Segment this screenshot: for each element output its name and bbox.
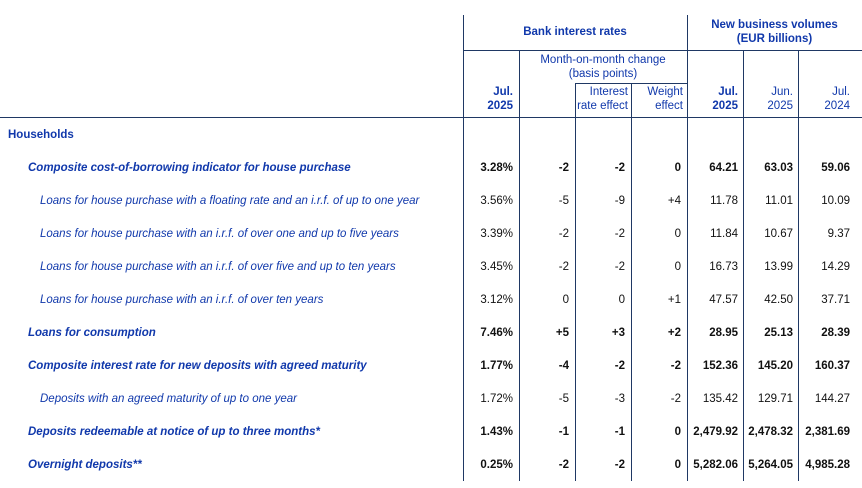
- cell-weight-effect: 0: [674, 161, 681, 174]
- cell-rate: 3.56%: [480, 194, 513, 207]
- table-row: [0, 316, 862, 349]
- table-row: [0, 184, 862, 217]
- cell-rate: 1.43%: [480, 425, 513, 438]
- cell-volume-jul25: 152.36: [702, 359, 738, 372]
- column-header-line: 2025: [487, 100, 513, 112]
- header-mom-line1: Month-on-month change: [540, 53, 666, 66]
- header-bank-interest-rates: [463, 15, 687, 49]
- column-header-line: Jul.: [718, 86, 738, 98]
- cell-interest-effect: 0: [618, 293, 625, 306]
- table-body: [0, 118, 862, 481]
- header-nbv-line2: (EUR billions): [736, 33, 813, 45]
- column-header-line: 2025: [767, 100, 793, 112]
- cell-volume-jul25: 47.57: [709, 293, 738, 306]
- table-row: [0, 415, 862, 448]
- cell-rate: 3.12%: [480, 293, 513, 306]
- cell-change: 0: [562, 293, 569, 306]
- table-row: [0, 217, 862, 250]
- cell-volume-jun25: 2,478.32: [748, 425, 793, 438]
- column-header-jul-2024-volume: [798, 50, 862, 116]
- cell-weight-effect: -2: [670, 359, 681, 372]
- cell-weight-effect: 0: [674, 227, 681, 240]
- cell-change: -1: [558, 425, 569, 438]
- cell-change: -2: [558, 161, 569, 174]
- cell-volume-jul25: 2,479.92: [693, 425, 738, 438]
- cell-interest-effect: -9: [614, 194, 625, 207]
- cell-volume-jun25: 129.71: [757, 392, 793, 405]
- row-label: Loans for house purchase with an i.r.f. of over one and up to five years: [40, 227, 399, 240]
- cell-change: -2: [558, 458, 569, 471]
- table-row: [0, 448, 862, 481]
- cell-interest-effect: -2: [614, 260, 625, 273]
- cell-volume-jul24: 4,985.28: [805, 458, 850, 471]
- row-label: Loans for house purchase with an i.r.f. of over ten years: [40, 293, 324, 306]
- row-label: Loans for consumption: [28, 326, 156, 339]
- row-label: Loans for house purchase with an i.r.f. of over five and up to ten years: [40, 260, 396, 273]
- cell-change: +5: [555, 326, 569, 339]
- cell-change: -4: [558, 359, 569, 372]
- cell-volume-jun25: 5,264.05: [748, 458, 793, 471]
- cell-volume-jul25: 11.78: [710, 194, 738, 207]
- row-label: Overnight deposits**: [28, 458, 142, 471]
- cell-volume-jun25: 25.13: [764, 326, 793, 339]
- header-new-business-volumes: [687, 15, 862, 49]
- row-label: Composite cost-of-borrowing indicator for house purchase: [28, 161, 351, 174]
- cell-interest-effect: +3: [611, 326, 625, 339]
- cell-volume-jul24: 9.37: [827, 227, 850, 240]
- cell-rate: 0.25%: [480, 458, 513, 471]
- header-nbv-line1: New business volumes: [711, 19, 838, 31]
- table-row: [0, 382, 862, 415]
- cell-interest-effect: -2: [614, 227, 625, 240]
- table-row: [0, 250, 862, 283]
- table-row: [0, 283, 862, 316]
- column-header-line: Interest: [589, 86, 628, 98]
- cell-rate: 3.28%: [480, 161, 513, 174]
- cell-interest-effect: -2: [614, 359, 625, 372]
- cell-volume-jun25: 11.01: [765, 194, 793, 207]
- cell-volume-jul25: 11.84: [710, 227, 738, 240]
- cell-change: -5: [558, 392, 569, 405]
- row-label: Loans for house purchase with a floating rate and an i.r.f. of up to one year: [40, 194, 420, 207]
- cell-volume-jul25: 135.42: [702, 392, 738, 405]
- cell-volume-jul24: 37.71: [821, 293, 850, 306]
- cell-volume-jul24: 160.37: [814, 359, 850, 372]
- cell-change: -2: [558, 227, 569, 240]
- cell-interest-effect: -1: [614, 425, 625, 438]
- cell-interest-effect: -2: [614, 161, 625, 174]
- cell-interest-effect: -3: [614, 392, 625, 405]
- cell-volume-jun25: 145.20: [757, 359, 793, 372]
- column-header-jul-2025-rate: [463, 50, 519, 116]
- cell-change: -2: [558, 260, 569, 273]
- cell-volume-jul24: 10.09: [821, 194, 850, 207]
- column-header-line: Jun.: [771, 86, 793, 98]
- column-header-jun-2025-volume: [743, 50, 798, 116]
- row-label: Composite interest rate for new deposits with agreed maturity: [28, 359, 367, 372]
- column-header-interest-rate-effect: [575, 83, 631, 116]
- column-header-weight-effect: [631, 83, 687, 116]
- cell-change: -5: [558, 194, 569, 207]
- column-header-jul-2025-volume: [687, 50, 743, 116]
- cell-volume-jul25: 28.95: [709, 326, 738, 339]
- header-month-on-month-change: [519, 51, 687, 82]
- table-row: [0, 349, 862, 382]
- cell-volume-jul25: 16.73: [709, 260, 738, 273]
- cell-volume-jul24: 28.39: [821, 326, 850, 339]
- cell-rate: 1.77%: [480, 359, 513, 372]
- cell-weight-effect: 0: [674, 425, 681, 438]
- table-row: [0, 151, 862, 184]
- cell-rate: 7.46%: [480, 326, 513, 339]
- table-row-households: [0, 118, 862, 151]
- cell-volume-jul24: 14.29: [821, 260, 850, 273]
- section-label: Households: [8, 128, 74, 141]
- cell-volume-jun25: 42.50: [764, 293, 793, 306]
- header-bank-interest-rates-label: Bank interest rates: [523, 26, 627, 38]
- header-mom-line2: (basis points): [568, 67, 638, 80]
- cell-volume-jul24: 144.27: [814, 392, 850, 405]
- cell-volume-jul25: 5,282.06: [693, 458, 738, 471]
- cell-weight-effect: +4: [667, 194, 681, 207]
- cell-rate: 3.39%: [480, 227, 513, 240]
- column-header-line: Jul.: [832, 86, 850, 98]
- row-label: Deposits redeemable at notice of up to three months*: [28, 425, 321, 438]
- cell-weight-effect: +2: [667, 326, 681, 339]
- column-header-line: 2024: [824, 100, 850, 112]
- cell-weight-effect: 0: [674, 458, 681, 471]
- column-header-line: Weight: [647, 86, 683, 98]
- cell-volume-jul25: 64.21: [709, 161, 738, 174]
- row-label: Deposits with an agreed maturity of up to one year: [40, 392, 297, 405]
- cell-rate: 1.72%: [480, 392, 513, 405]
- cell-volume-jul24: 2,381.69: [805, 425, 850, 438]
- cell-volume-jun25: 63.03: [764, 161, 793, 174]
- column-header-line: rate effect: [577, 100, 628, 112]
- cell-volume-jun25: 13.99: [764, 260, 793, 273]
- cell-weight-effect: -2: [670, 392, 681, 405]
- column-header-line: effect: [655, 100, 683, 112]
- cell-rate: 3.45%: [480, 260, 513, 273]
- cell-volume-jun25: 10.67: [764, 227, 793, 240]
- cell-interest-effect: -2: [614, 458, 625, 471]
- cell-volume-jul24: 59.06: [821, 161, 850, 174]
- column-header-line: 2025: [712, 100, 738, 112]
- cell-weight-effect: 0: [674, 260, 681, 273]
- column-header-line: Jul.: [493, 86, 513, 98]
- cell-weight-effect: +1: [667, 293, 681, 306]
